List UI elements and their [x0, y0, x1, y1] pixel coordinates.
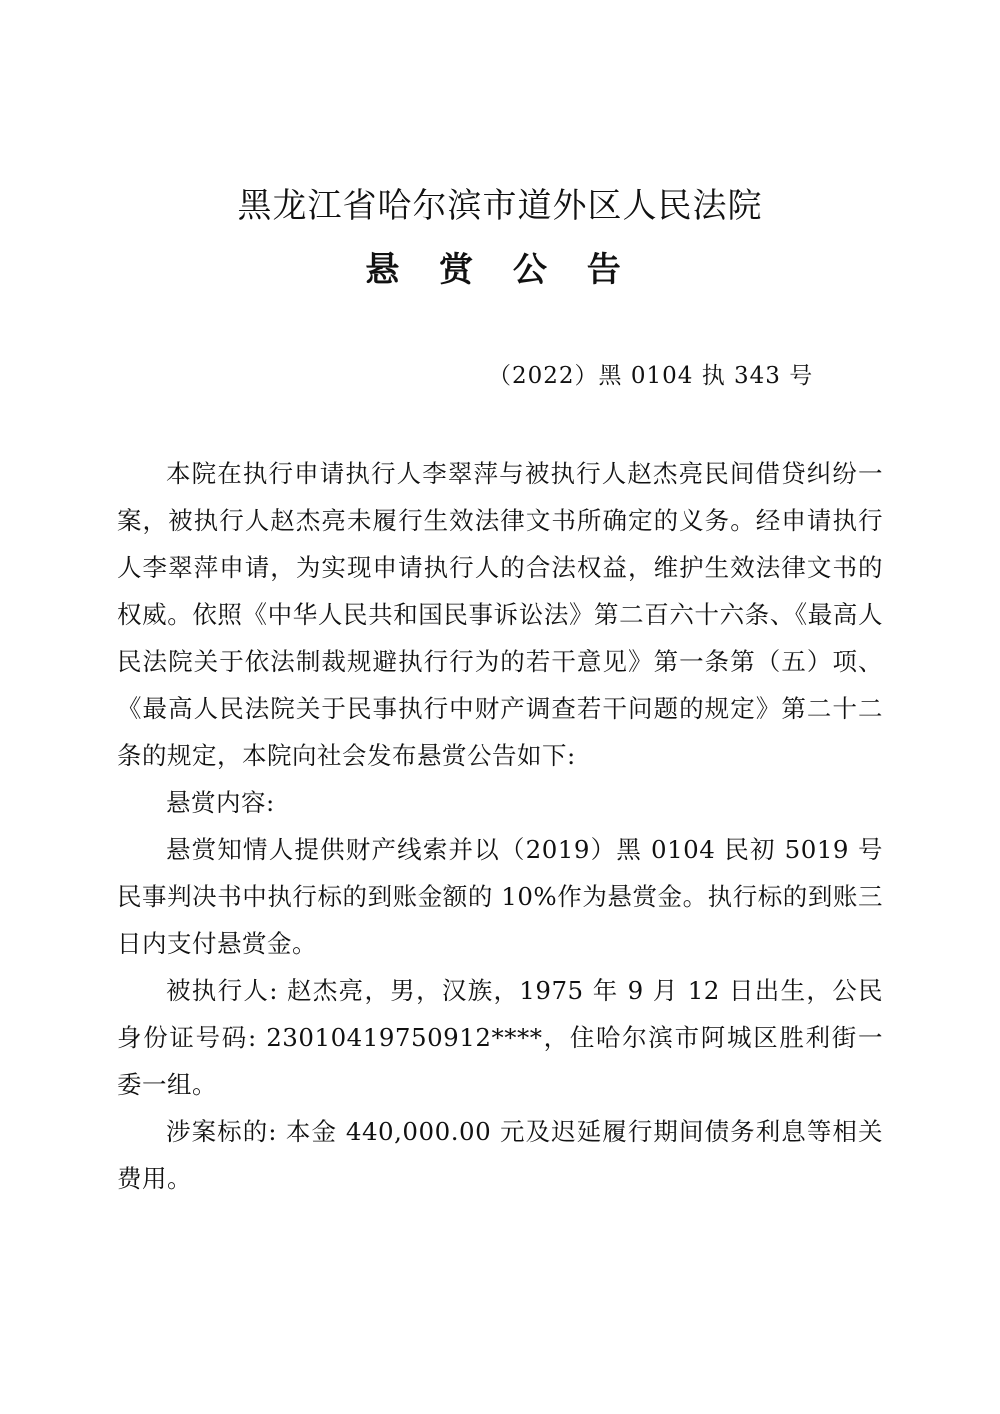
- subject-matter-paragraph: 涉案标的: 本金 440,000.00 元及迟延履行期间债务利息等相关费用。: [117, 1117, 883, 1193]
- intro-paragraph: 本院在执行申请执行人李翠萍与被执行人赵杰亮民间借贷纠纷一案，被执行人赵杰亮未履行生效法律文书所确定的义务。经申请执行人李翠萍申请，为实现申请执行人的合法权益，维护生效法律文书的权威。依照《中华人民共和国民事诉讼法》第二百六十六条、《最高人民法院关于依法制裁规避执行行为的若干意见》第一条第（五）项、《最高人民法院关于民事执行中财产调查若干问题的规定》第二十二条的规定，本院向社会发布悬赏公告如下:: [117, 459, 883, 770]
- case-number: （2022）黑 0104 执 343 号: [488, 363, 814, 389]
- reward-heading: 悬赏内容:: [166, 788, 275, 817]
- document-body: [117, 450, 883, 1202]
- reward-content-paragraph: 悬赏知情人提供财产线索并以（2019）黑 0104 民初 5019 号民事判决书中执行标的到账金额的 10%作为悬赏金。执行标的到账三日内支付悬赏金。: [117, 835, 883, 958]
- court-name: 黑龙江省哈尔滨市道外区人民法院: [237, 186, 763, 226]
- document-title: 悬 赏 公 告: [365, 250, 635, 290]
- respondent-paragraph: 被执行人: 赵杰亮，男，汉族，1975 年 9 月 12 日出生，公民身份证号码: 23010419750912****，住哈尔滨市阿城区胜利街一委一组。: [117, 976, 883, 1099]
